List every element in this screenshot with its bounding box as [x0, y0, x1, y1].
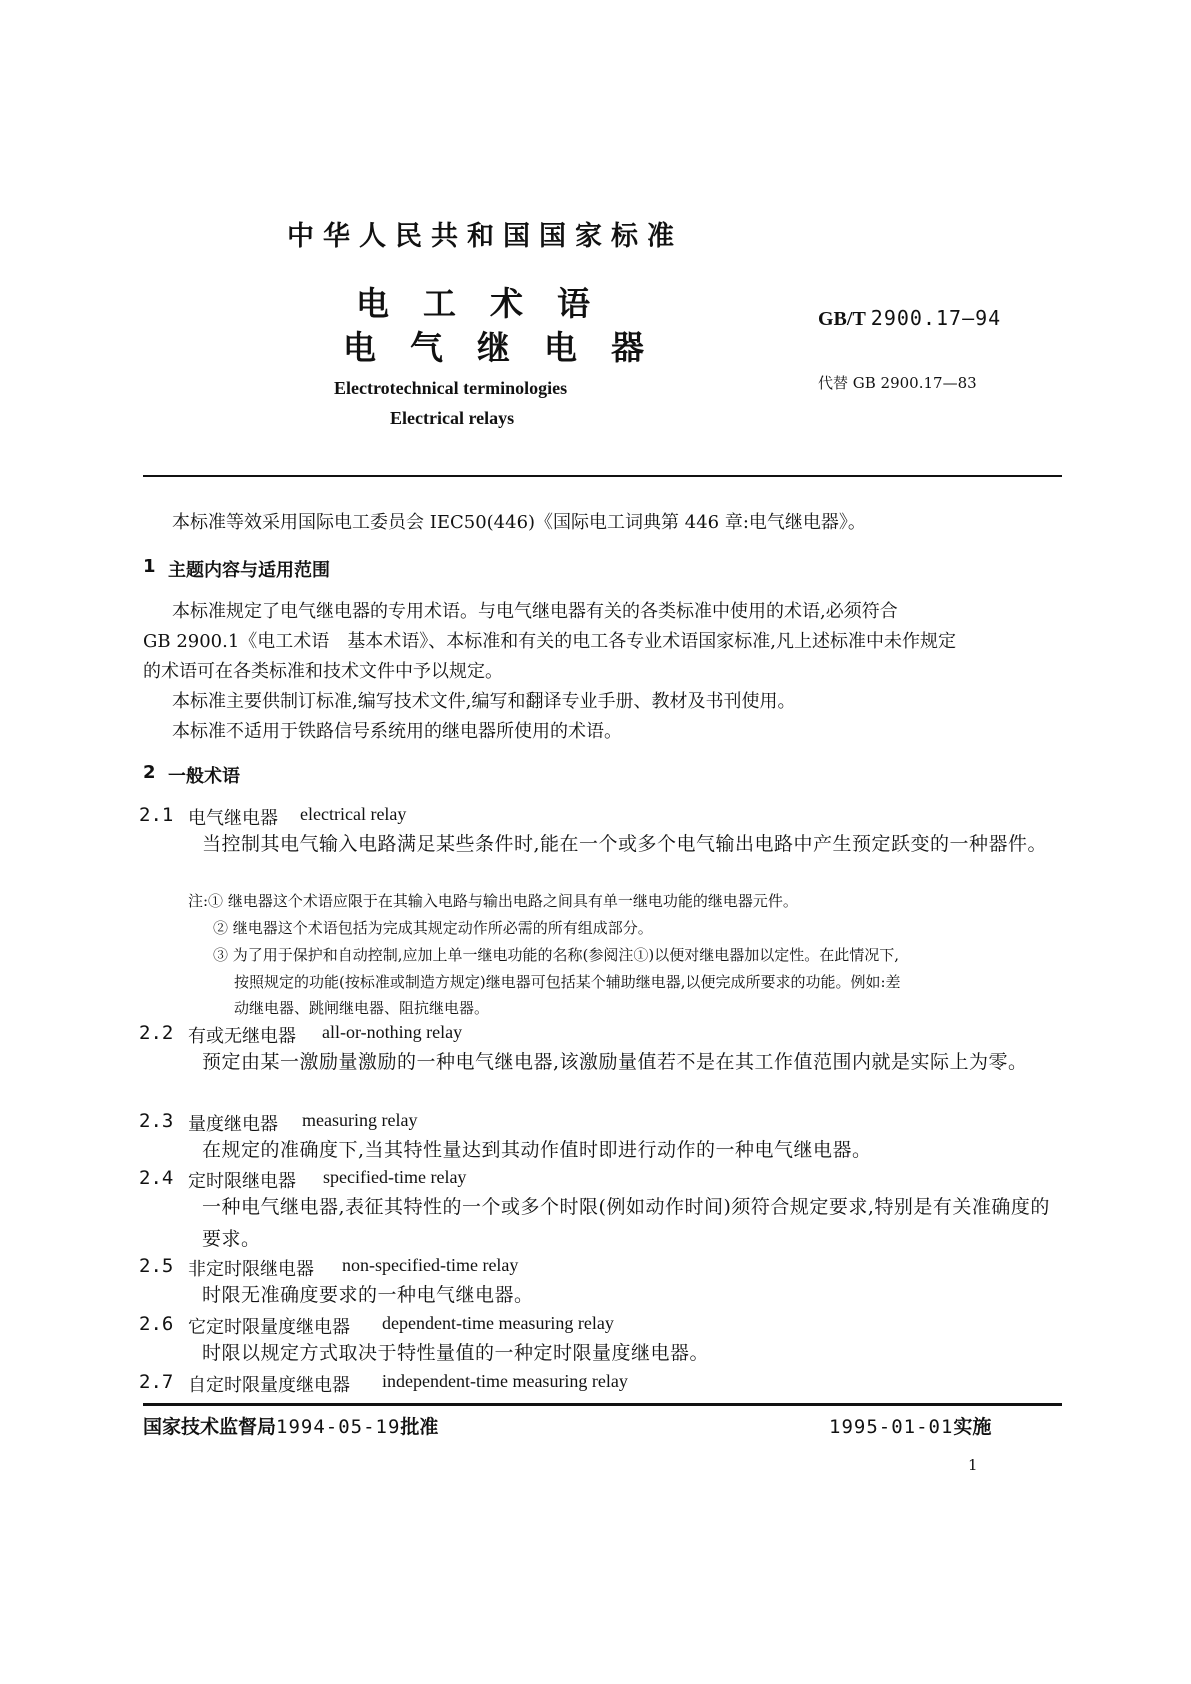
term-number: 2.7	[139, 1371, 174, 1393]
term-number: 2.1	[139, 804, 174, 826]
title-en-line2: Electrical relays	[390, 408, 515, 428]
implementation-line	[829, 1412, 991, 1439]
header-divider	[143, 475, 1062, 477]
title-zh-line2: 电气继电器	[343, 328, 678, 367]
term-en: electrical relay	[300, 804, 407, 824]
term-definition: 预定由某一激励量激励的一种电气继电器,该激励量值若不是在其工作值范围内就是实际上为零。	[202, 1051, 1028, 1073]
section1-title: 主题内容与适用范围	[168, 560, 330, 581]
term-zh: 量度继电器	[188, 1114, 278, 1135]
term-number: 2.6	[139, 1313, 174, 1335]
section2-number: 2	[143, 762, 156, 783]
term-en: dependent-time measuring relay	[382, 1313, 614, 1333]
term-zh: 非定时限继电器	[188, 1259, 314, 1280]
title-zh-line1: 电工术语	[356, 284, 624, 323]
term-en: all-or-nothing relay	[322, 1022, 463, 1042]
standard-number	[818, 306, 1001, 331]
term-zh: 电气继电器	[188, 808, 278, 829]
standard-code: 2900.17—94	[870, 306, 1002, 330]
note-1: 注:① 继电器这个术语应限于在其输入电路与输出电路之间具有单一继电功能的继电器元件。	[188, 892, 798, 910]
approval-label: 批准	[400, 1416, 439, 1438]
standard-prefix: GB/T	[818, 308, 866, 330]
term-zh: 定时限继电器	[188, 1171, 296, 1192]
term-definition: 时限无准确度要求的一种电气继电器。	[202, 1284, 534, 1306]
term-en: specified-time relay	[323, 1167, 467, 1187]
approval-org: 国家技术监督局	[143, 1416, 277, 1438]
implementation-date: 1995-01-01	[829, 1416, 954, 1438]
term-en: measuring relay	[302, 1110, 418, 1130]
approval-date: 1994-05-19	[276, 1416, 401, 1438]
approval-line	[143, 1412, 438, 1439]
note-3-line1: ③ 为了用于保护和自动控制,应加上单一继电功能的名称(参阅注①)以便对继电器加以定性。在此情况下,	[213, 946, 900, 964]
term-definition: 时限以规定方式取决于特性量值的一种定时限量度继电器。	[202, 1342, 710, 1364]
intro-paragraph: 本标准等效采用国际电工委员会 IEC50(446)《国际电工词典第 446 章:电气继电器》。	[172, 512, 866, 533]
section1-p1-line3: 的术语可在各类标准和技术文件中予以规定。	[143, 661, 503, 682]
term-number: 2.3	[139, 1110, 174, 1132]
note-3-line2: 按照规定的功能(按标准或制造方规定)继电器可包括某个辅助继电器,以便完成所要求的功能。例如:差	[234, 973, 901, 991]
term-en: independent-time measuring relay	[382, 1371, 628, 1391]
term-number: 2.2	[139, 1022, 174, 1044]
term-number: 2.4	[139, 1167, 174, 1189]
term-zh: 自定时限量度继电器	[188, 1375, 350, 1396]
section1-p3: 本标准不适用于铁路信号系统用的继电器所使用的术语。	[172, 721, 622, 742]
term-number: 2.5	[139, 1255, 174, 1277]
page-number: 1	[968, 1456, 978, 1474]
section1-p1-line1: 本标准规定了电气继电器的专用术语。与电气继电器有关的各类标准中使用的术语,必须符合	[172, 601, 898, 622]
title-en-line1: Electrotechnical terminologies	[334, 378, 568, 398]
replaces-note: 代替 GB 2900.17—83	[818, 374, 977, 392]
term-zh: 它定时限量度继电器	[188, 1317, 350, 1338]
section2-title: 一般术语	[168, 766, 240, 787]
footer-divider	[143, 1403, 1062, 1406]
note-3-line3: 动继电器、跳闸继电器、阻抗继电器。	[234, 999, 490, 1017]
term-en: non-specified-time relay	[342, 1255, 519, 1275]
national-standard-heading: 中华人民共和国国家标准	[287, 221, 683, 252]
section1-p2: 本标准主要供制订标准,编写技术文件,编写和翻译专业手册、教材及书刊使用。	[172, 691, 796, 712]
section1-p1-line2: GB 2900.1《电工术语 基本术语》、本标准和有关的电工各专业术语国家标准,凡上述标准中未作规定	[143, 631, 957, 652]
implementation-label: 实施	[953, 1416, 992, 1438]
section1-number: 1	[143, 556, 156, 577]
term-definition: 一种电气继电器,表征其特性的一个或多个时限(例如动作时间)须符合规定要求,特别是有关准确度的要求。	[202, 1196, 1050, 1250]
term-zh: 有或无继电器	[188, 1026, 296, 1047]
term-definition: 在规定的准确度下,当其特性量达到其动作值时即进行动作的一种电气继电器。	[202, 1139, 872, 1161]
note-2: ② 继电器这个术语包括为完成其规定动作所必需的所有组成部分。	[213, 919, 653, 937]
term-definition: 当控制其电气输入电路满足某些条件时,能在一个或多个电气输出电路中产生预定跃变的一种器件。	[202, 833, 1048, 855]
